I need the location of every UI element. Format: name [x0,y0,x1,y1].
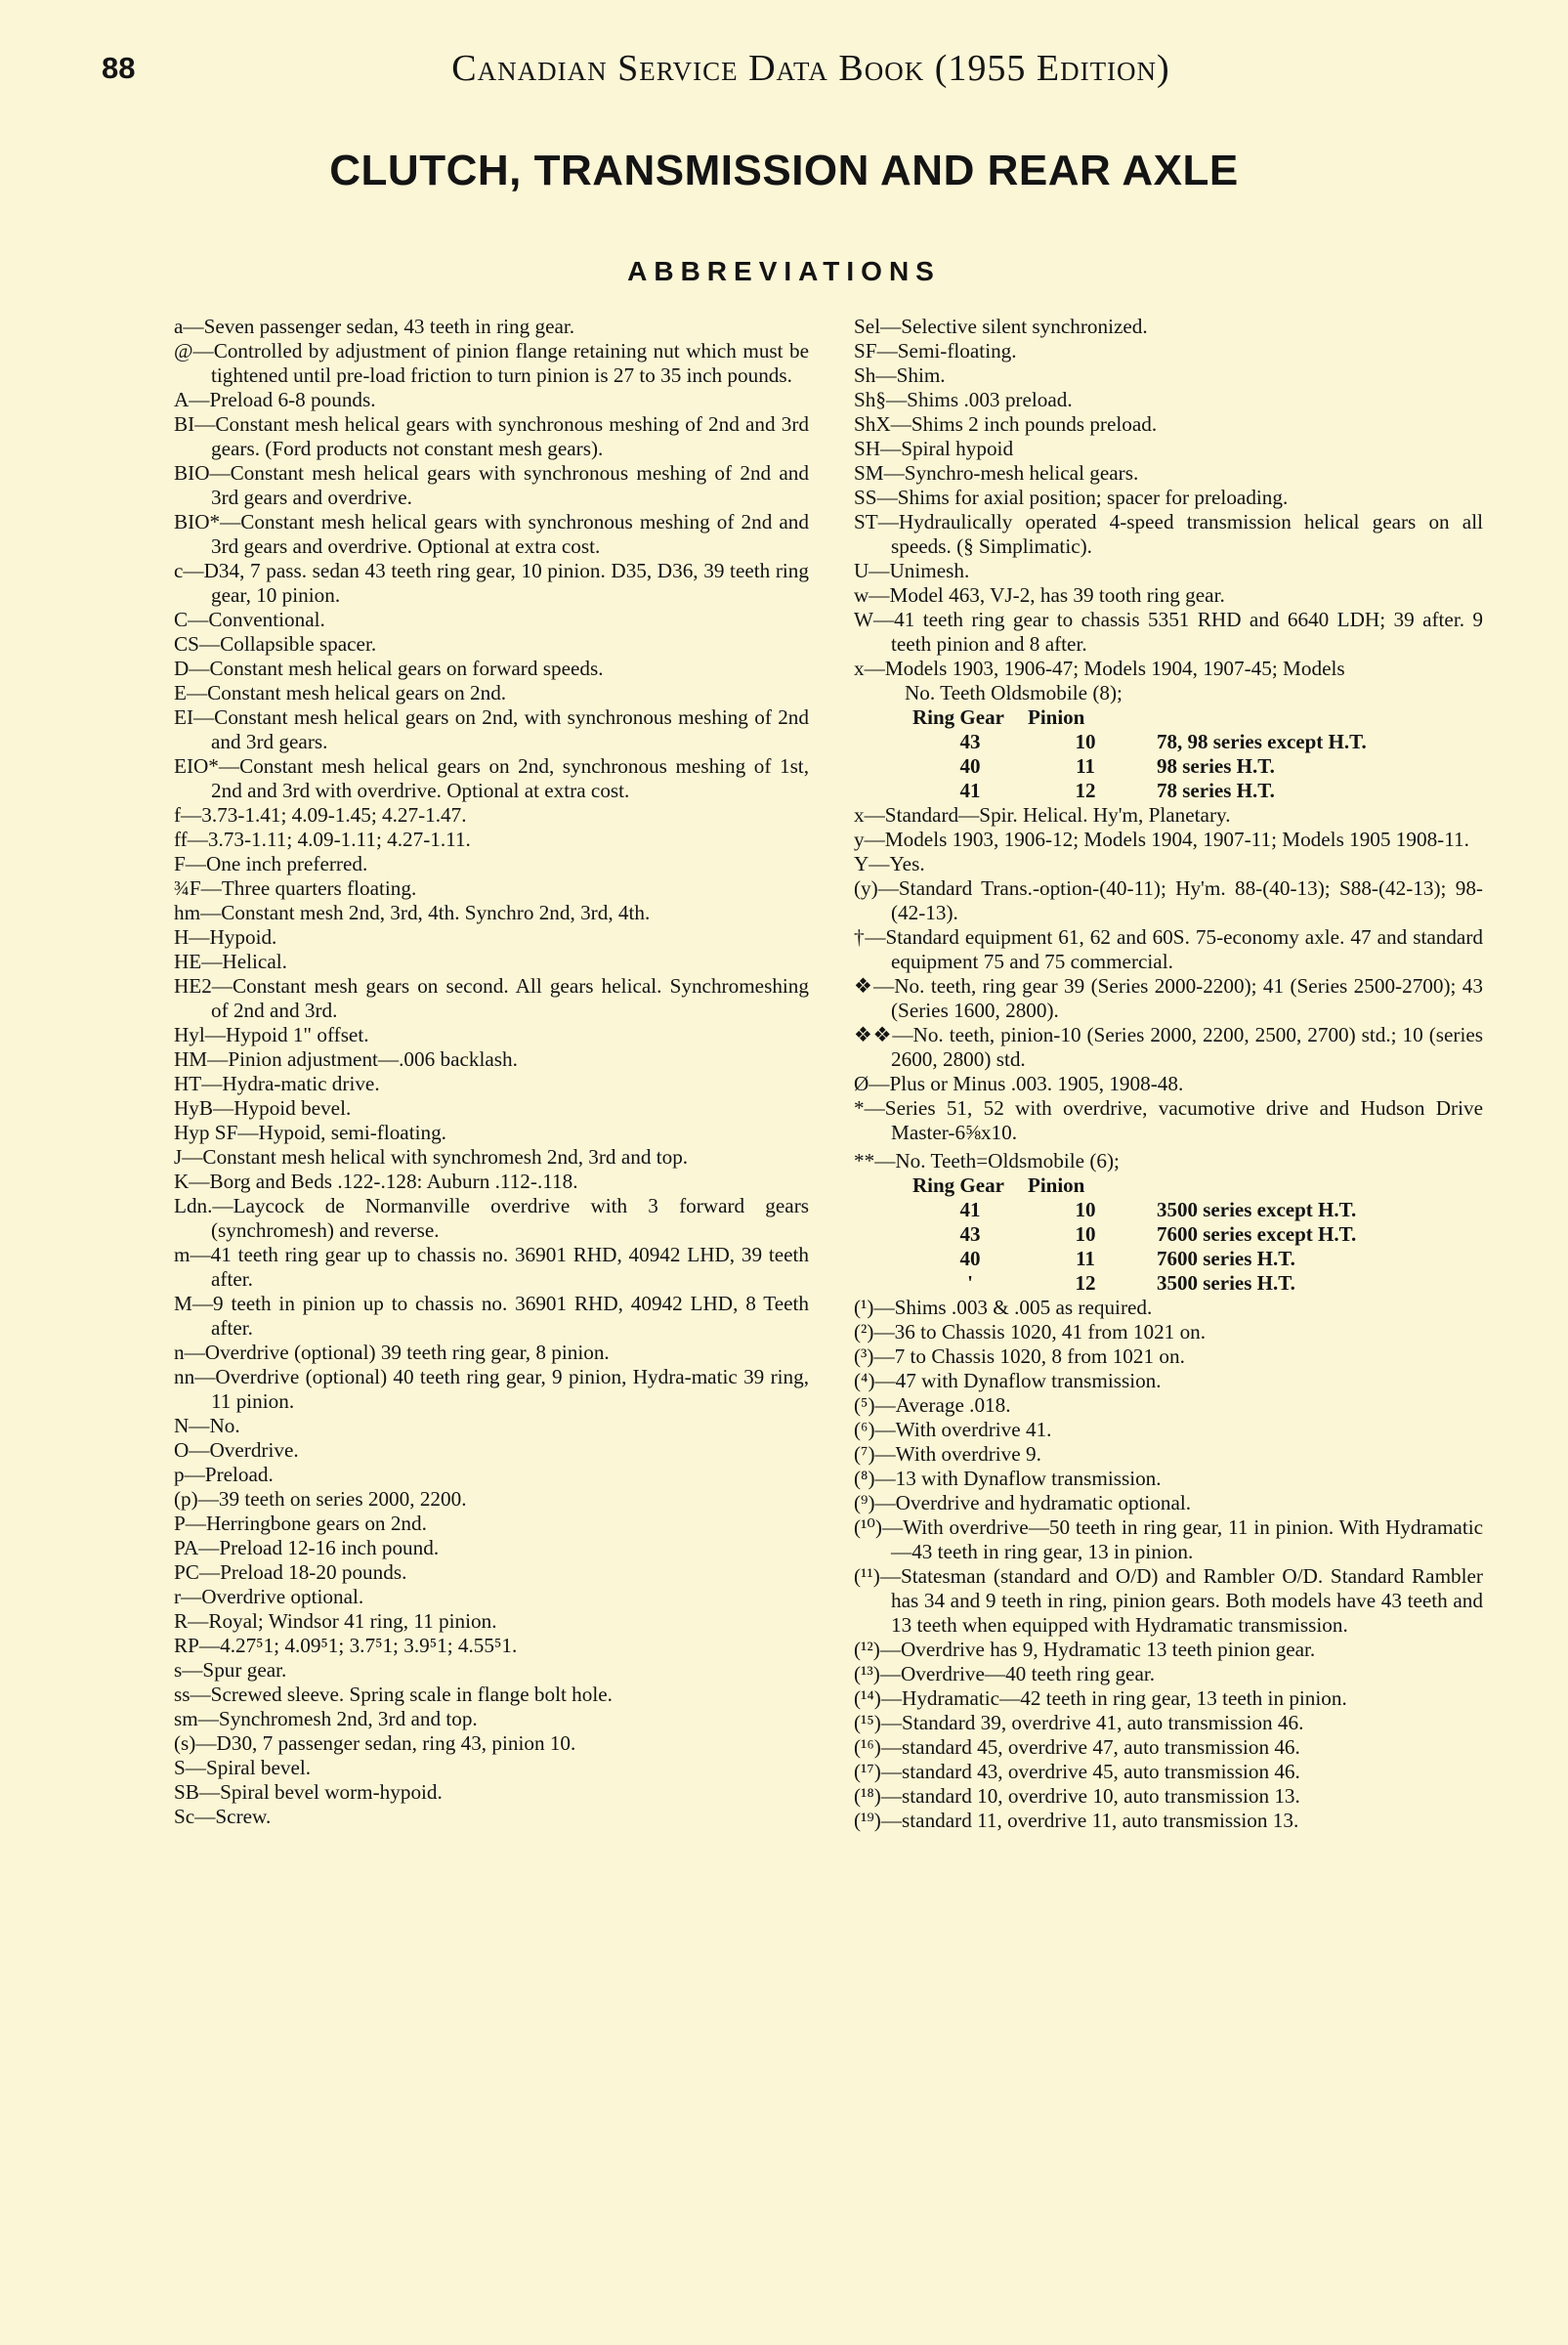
abbreviation-entry: R—Royal; Windsor 41 ring, 11 pinion. [174,1609,497,1633]
table-x [912,705,1367,803]
abbreviation-entry: ss—Screwed sleeve. Spring scale in flange bolt hole. [174,1683,613,1706]
abbreviation-entry: CS—Collapsible spacer. [174,632,377,656]
table-row [912,730,1367,754]
abbreviation-entry: BIO—Constant mesh helical gears with synchronous meshing of 2nd and 3rd gears and overdrive. [174,461,809,509]
table-row [912,754,1367,779]
abbreviation-entry: nn—Overdrive (optional) 40 teeth ring gear, 9 pinion, Hydra-matic 39 ring, 11 pinion. [174,1365,809,1413]
abbreviation-entry: Sc—Screw. [174,1805,272,1828]
abbreviation-entry: (¹⁸)—standard 10, overdrive 10, auto transmission 13. [854,1784,1300,1808]
abbreviation-entry: Ldn.—Laycock de Normanville overdrive with 3 forward gears (synchromesh) and reverse. [174,1194,809,1242]
table-x-header-row [912,705,1367,730]
abbreviation-entry: ❖❖—No. teeth, pinion-10 (Series 2000, 2200, 2500, 2700) std.; 10 (series 2600, 2800) std. [854,1023,1483,1071]
abbreviation-entry: ❖—No. teeth, ring gear 39 (Series 2000-2200); 41 (Series 2500-2700); 43 (Series 1600, 2800). [854,974,1483,1022]
abbreviation-entry: W—41 teeth ring gear to chassis 5351 RHD and 6640 LDH; 39 after. 9 teeth pinion and 8 after. [854,608,1483,656]
abbreviation-entry: (²)—36 to Chassis 1020, 41 from 1021 on. [854,1320,1207,1343]
abbreviation-entry: SM—Synchro-mesh helical gears. [854,461,1139,485]
abbreviation-entry: PA—Preload 12-16 inch pound. [174,1536,440,1559]
abbreviation-entry: y—Models 1903, 1906-12; Models 1904, 1907-11; Models 1905 1908-11. [854,828,1469,851]
abbreviation-entry: H—Hypoid. [174,925,277,949]
abbreviation-entry: s—Spur gear. [174,1658,287,1682]
running-head: Canadian Service Data Book (1955 Edition) [451,48,1170,89]
abbreviation-entry: Y—Yes. [854,852,925,875]
abbreviation-entry: EI—Constant mesh helical gears on 2nd, with synchronous meshing of 2nd and 3rd gears. [174,705,809,753]
table-cell: 11 [1076,754,1095,778]
abbreviation-entry: SB—Spiral bevel worm-hypoid. [174,1780,443,1804]
table-cell: 41 [959,779,981,802]
abbreviation-entry: C—Conventional. [174,608,325,631]
right-column-part-b [854,803,1483,1145]
abbreviation-entry: M—9 teeth in pinion up to chassis no. 36901 RHD, 40942 LHD, 8 Teeth after. [174,1292,809,1340]
abbreviation-entry: SF—Semi-floating. [854,339,1017,362]
abbreviation-entry: *—Series 51, 52 with overdrive, vacumotive drive and Hudson Drive Master-6⅝x10. [854,1096,1483,1144]
abbreviation-entry: HE—Helical. [174,950,287,973]
abbreviation-entry: Sh§—Shims .003 preload. [854,388,1073,411]
table-cell: 7600 series except H.T. [1157,1222,1357,1246]
abbreviation-entry: f—3.73-1.41; 4.09-1.45; 4.27-1.47. [174,803,467,827]
table-row [912,1247,1356,1271]
table-x-col-pinion: Pinion [1028,705,1085,729]
abbreviation-entry: sm—Synchromesh 2nd, 3rd and top. [174,1707,478,1730]
table-star-col-pinion: Pinion [1028,1173,1085,1197]
right-column-part-c [854,1296,1483,1833]
abbreviation-entry: J—Constant mesh helical with synchromesh 2nd, 3rd and top. [174,1145,689,1169]
abbreviation-entry: (p)—39 teeth on series 2000, 2200. [174,1487,467,1511]
abbreviation-entry: A—Preload 6-8 pounds. [174,388,376,411]
table-row [912,1198,1356,1222]
abbreviation-entry: (³)—7 to Chassis 1020, 8 from 1021 on. [854,1344,1185,1368]
table-x-heading: No. Teeth Oldsmobile (8); [905,681,1123,704]
abbreviation-entry: Sh—Shim. [854,363,946,387]
table-cell: 98 series H.T. [1157,754,1275,778]
abbreviation-entry: BI—Constant mesh helical gears with synchronous meshing of 2nd and 3rd gears. (Ford products not constant mesh gears). [174,412,809,460]
abbreviation-entry: m—41 teeth ring gear up to chassis no. 36901 RHD, 40942 LHD, 39 teeth after. [174,1243,809,1291]
abbreviation-entry: PC—Preload 18-20 pounds. [174,1560,407,1584]
abbreviation-entry: Ø—Plus or Minus .003. 1905, 1908-48. [854,1072,1184,1095]
abbreviation-entry: EIO*—Constant mesh helical gears on 2nd, synchronous meshing of 1st, 2nd and 3rd with overdrive. Optional at extra cost. [174,754,809,802]
abbreviation-entry: (⁵)—Average .018. [854,1393,1011,1417]
table-cell: 40 [959,754,981,778]
table-cell: 43 [959,730,981,753]
page-number: 88 [102,51,136,85]
table-row [912,1222,1356,1247]
abbreviation-entry: (⁶)—With overdrive 41. [854,1418,1052,1441]
abbreviation-entry: w—Model 463, VJ-2, has 39 tooth ring gear. [854,583,1225,607]
abbreviation-entry: ShX—Shims 2 inch pounds preload. [854,412,1158,436]
abbreviation-entry: (y)—Standard Trans.-option-(40-11); Hy'm. 88-(40-13); S88-(42-13); 98-(42-13). [854,876,1483,924]
abbreviation-entry: Hyl—Hypoid 1" offset. [174,1023,369,1046]
abbreviation-entry: c—D34, 7 pass. sedan 43 teeth ring gear, 10 pinion. D35, D36, 39 teeth ring gear, 10 pinion. [174,559,809,607]
right-column [854,315,1483,1833]
abbreviation-entry: SS—Shims for axial position; spacer for preloading. [854,486,1289,509]
abbreviation-entry: ¾F—Three quarters floating. [174,876,417,900]
abbreviation-entry: (⁹)—Overdrive and hydramatic optional. [854,1491,1192,1514]
abbreviation-entry: E—Constant mesh helical gears on 2nd. [174,681,507,704]
abbreviation-entry: p—Preload. [174,1463,274,1486]
table-cell: 10 [1075,730,1096,753]
abbreviation-entry: F—One inch preferred. [174,852,368,875]
table-star [912,1173,1356,1296]
abbreviation-entry: (¹⁶)—standard 45, overdrive 47, auto transmission 46. [854,1735,1300,1759]
table-star-col-ring: Ring Gear [912,1173,1004,1197]
table-cell: 43 [959,1222,981,1246]
table-row [912,1271,1356,1296]
abbreviation-entry: RP—4.27⁵1; 4.09⁵1; 3.7⁵1; 3.9⁵1; 4.55⁵1. [174,1634,518,1657]
abbreviation-entry: U—Unimesh. [854,559,970,582]
abbreviation-entry: (¹²)—Overdrive has 9, Hydramatic 13 teeth pinion gear. [854,1638,1316,1661]
abbreviation-entry: D—Constant mesh helical gears on forward speeds. [174,657,604,680]
abbreviation-entry: x—Standard—Spir. Helical. Hy'm, Planetary. [854,803,1231,827]
abbreviation-entry: HM—Pinion adjustment—.006 backlash. [174,1047,518,1071]
table-cell: 41 [959,1198,981,1221]
abbreviation-entry: S—Spiral bevel. [174,1756,312,1779]
abbreviation-entry: SH—Spiral hypoid [854,437,1014,460]
abbreviation-entry: HyB—Hypoid bevel. [174,1096,352,1120]
table-cell: ' [967,1271,973,1295]
table-cell: 10 [1075,1198,1096,1221]
table-star-heading: **—No. Teeth=Oldsmobile (6); [854,1149,1120,1172]
page-title: CLUTCH, TRANSMISSION AND REAR AXLE [329,147,1239,194]
right-column-part-a [854,315,1483,681]
table-cell: 3500 series H.T. [1157,1271,1295,1295]
table-cell: 40 [959,1247,981,1270]
abbreviation-entry: (¹⁰)—With overdrive—50 teeth in ring gear, 11 in pinion. With Hydramatic—43 teeth in ring gear, 13 in pinion. [854,1515,1483,1563]
table-cell: 10 [1075,1222,1096,1246]
abbreviation-entry: O—Overdrive. [174,1438,299,1462]
table-cell: 12 [1075,1271,1096,1295]
abbreviation-entry: (⁴)—47 with Dynaflow transmission. [854,1369,1162,1392]
abbreviation-entry: ff—3.73-1.11; 4.09-1.11; 4.27-1.11. [174,828,471,851]
table-cell: 78 series H.T. [1157,779,1275,802]
abbreviation-entry: a—Seven passenger sedan, 43 teeth in ring gear. [174,315,575,338]
abbreviation-entry: (¹⁷)—standard 43, overdrive 45, auto transmission 46. [854,1760,1300,1783]
abbreviation-entry: †—Standard equipment 61, 62 and 60S. 75-economy axle. 47 and standard equipment 75 and 75 commercial. [854,925,1483,973]
abbreviation-entry: (¹³)—Overdrive—40 teeth ring gear. [854,1662,1156,1685]
abbreviation-entry: hm—Constant mesh 2nd, 3rd, 4th. Synchro 2nd, 3rd, 4th. [174,901,651,924]
table-star-header-row [912,1173,1356,1198]
abbreviation-entry: n—Overdrive (optional) 39 teeth ring gear, 8 pinion. [174,1341,610,1364]
table-cell: 3500 series except H.T. [1157,1198,1357,1221]
abbreviation-entry: (¹⁴)—Hydramatic—42 teeth in ring gear, 13 teeth in pinion. [854,1686,1347,1710]
left-column [174,315,809,1829]
abbreviation-entry: HT—Hydra-matic drive. [174,1072,380,1095]
abbreviation-entry: ST—Hydraulically operated 4-speed transmission helical gears on all speeds. (§ Simplimatic). [854,510,1483,558]
abbreviation-entry: Hyp SF—Hypoid, semi-floating. [174,1121,446,1144]
abbreviation-entry: Sel—Selective silent synchronized. [854,315,1148,338]
abbreviation-entry: (s)—D30, 7 passenger sedan, ring 43, pinion 10. [174,1731,576,1755]
abbreviation-entry: N—No. [174,1414,240,1437]
abbreviation-entry: (⁷)—With overdrive 9. [854,1442,1041,1466]
abbreviation-entry: (⁸)—13 with Dynaflow transmission. [854,1467,1162,1490]
table-x-col-ring: Ring Gear [912,705,1004,729]
abbreviation-entry: (¹)—Shims .003 & .005 as required. [854,1296,1153,1319]
abbreviation-entry: (¹⁵)—Standard 39, overdrive 41, auto transmission 46. [854,1711,1304,1734]
abbreviation-entry: HE2—Constant mesh gears on second. All gears helical. Synchromeshing of 2nd and 3rd. [174,974,809,1022]
section-subtitle: ABBREVIATIONS [627,256,941,286]
table-cell: 11 [1076,1247,1095,1270]
abbreviation-entry: BIO*—Constant mesh helical gears with synchronous meshing of 2nd and 3rd gears and overdrive. Optional at extra cost. [174,510,809,558]
table-cell: 78, 98 series except H.T. [1157,730,1367,753]
table-row [912,779,1367,803]
table-cell: 7600 series H.T. [1157,1247,1295,1270]
abbreviation-entry: (¹¹)—Statesman (standard and O/D) and Rambler O/D. Standard Rambler has 34 and 9 teeth in ring, pinion gears. Both models have 43 teeth and 13 teeth when equipped with Hydramatic transmission. [854,1564,1483,1637]
abbreviation-entry: @—Controlled by adjustment of pinion flange retaining nut which must be tightened until pre-load friction to turn pinion is 27 to 35 inch pounds. [174,339,809,387]
abbreviation-entry: K—Borg and Beds .122-.128: Auburn .112-.118. [174,1170,578,1193]
abbreviation-entry: P—Herringbone gears on 2nd. [174,1512,427,1535]
table-cell: 12 [1075,779,1096,802]
abbreviation-entry: (¹⁹)—standard 11, overdrive 11, auto transmission 13. [854,1809,1299,1832]
abbreviation-entry: x—Models 1903, 1906-47; Models 1904, 1907-45; Models [854,657,1345,680]
abbreviation-entry: r—Overdrive optional. [174,1585,364,1608]
